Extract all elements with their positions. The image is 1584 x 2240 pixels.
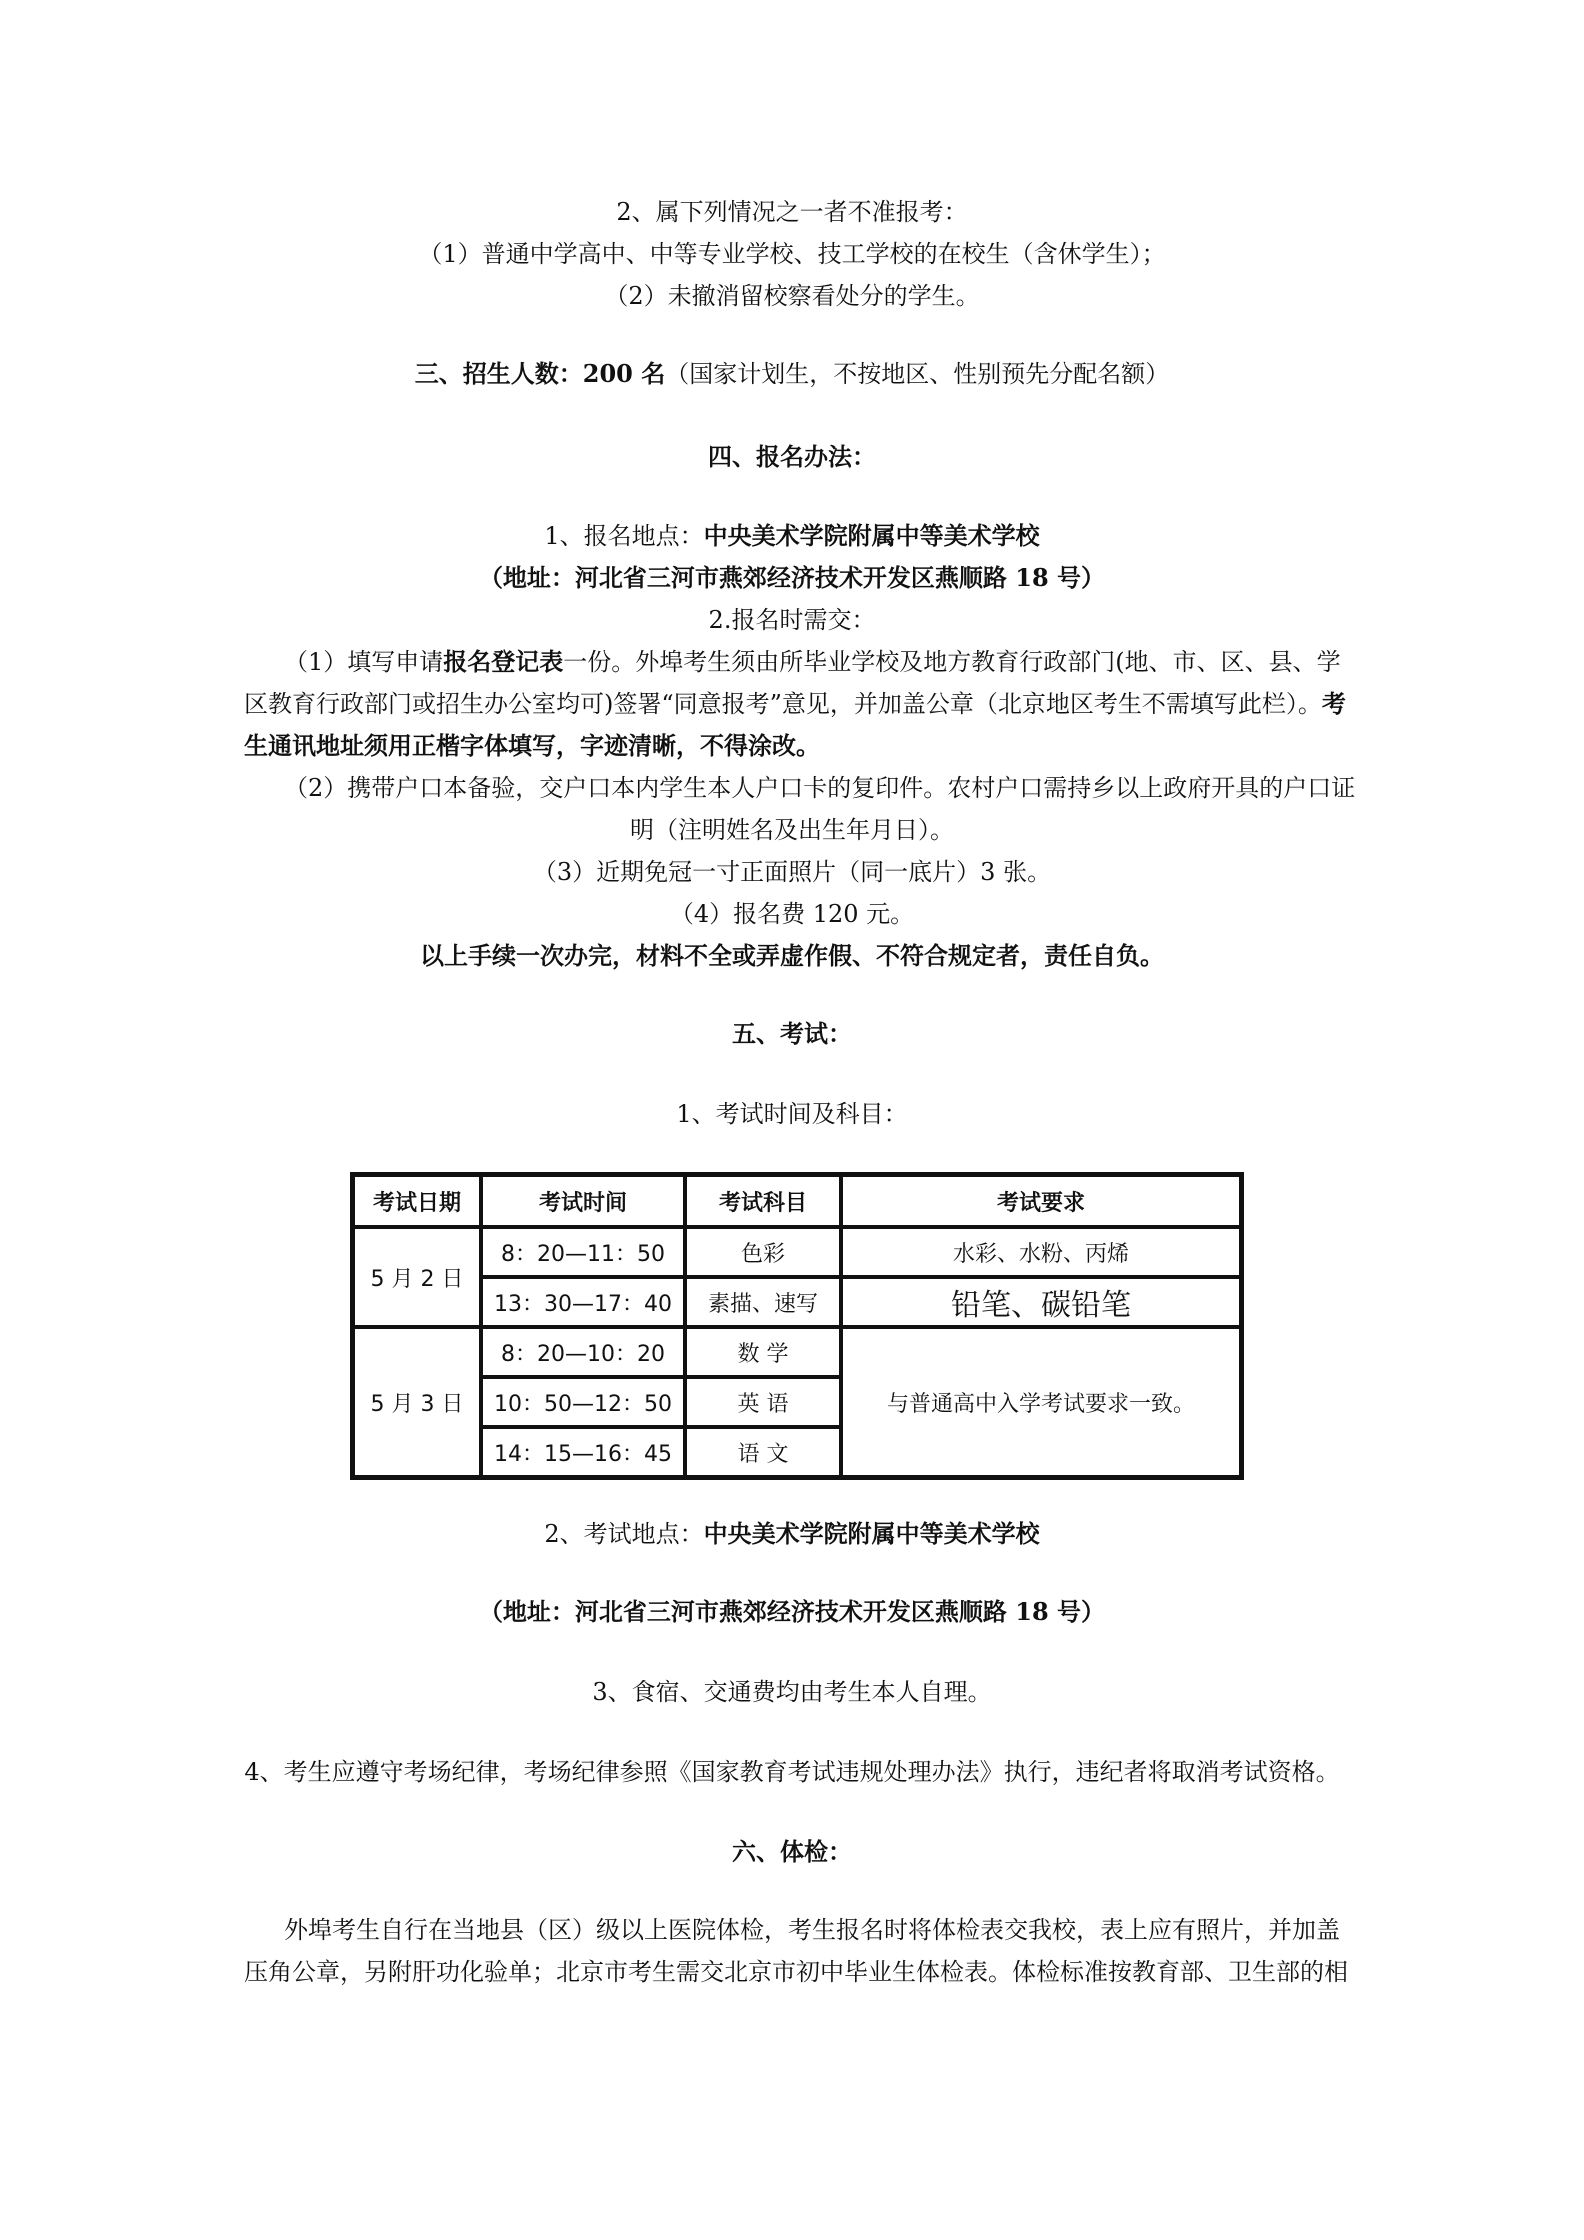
exam-date-cell: 5 月 3 日 — [353, 1327, 481, 1477]
exam-requirement-cell: 水彩、水粉、丙烯 — [841, 1227, 1241, 1277]
section-heading: 五、考试： — [732, 1019, 852, 1048]
table-header-cell: 考试要求 — [841, 1175, 1241, 1227]
text-line: 4、考生应遵守考场纪律，考场纪律参照《国家教育考试违规处理办法》执行，违纪者将取消考试资格。 — [244, 1758, 1340, 1786]
text-part-bold: 报名登记表 — [443, 647, 564, 676]
address-line: （地址：河北省三河市燕郊经济技术开发区燕顺路 18 号） — [478, 1597, 1106, 1626]
text-line — [284, 646, 1384, 678]
table-row — [353, 1227, 1241, 1277]
exam-time-cell: 13：30—17：40 — [481, 1277, 685, 1327]
exam-time-cell: 10：50—12：50 — [481, 1377, 685, 1427]
text-line: 以上手续一次办完，材料不全或弄虚作假、不符合规定者，责任自负。 — [420, 941, 1164, 970]
table-header-cell: 考试科目 — [685, 1175, 841, 1227]
exam-subject-cell: 素描、速写 — [685, 1277, 841, 1327]
text-line — [244, 688, 1384, 720]
section-heading-bold: 三、招生人数：200 名 — [414, 359, 666, 388]
exam-subject-cell: 色彩 — [685, 1227, 841, 1277]
text-part: （1）填写申请 — [284, 648, 444, 676]
exam-time-cell: 8：20—11：50 — [481, 1227, 685, 1277]
exam-requirement-cell: 铅笔、碳铅笔 — [841, 1277, 1241, 1327]
text-line: 3、食宿、交通费均由考生本人自理。 — [592, 1678, 992, 1706]
section-heading — [0, 358, 1584, 390]
text-part: 一份。外埠考生须由所毕业学校及地方教育行政部门(地、市、区、县、学 — [563, 648, 1341, 676]
school-name: 中央美术学院附属中等美术学校 — [703, 521, 1040, 550]
text-line: （3）近期免冠一寸正面照片（同一底片）3 张。 — [532, 858, 1052, 886]
table-header-row — [353, 1175, 1241, 1227]
exam-requirement-cell: 与普通高中入学考试要求一致。 — [841, 1327, 1241, 1477]
school-name: 中央美术学院附属中等美术学校 — [703, 1519, 1040, 1548]
text-line: 生通讯地址须用正楷字体填写，字迹清晰，不得涂改。 — [244, 731, 820, 760]
section-heading-note: （国家计划生，不按地区、性别预先分配名额） — [665, 360, 1170, 388]
table-header-cell: 考试日期 — [353, 1175, 481, 1227]
exam-date-cell: 5 月 2 日 — [353, 1227, 481, 1327]
exam-subject-cell: 英 语 — [685, 1377, 841, 1427]
exam-subject-cell: 语 文 — [685, 1427, 841, 1477]
label: 2、考试地点： — [544, 1520, 704, 1548]
text-line: 2、属下列情况之一者不准报考： — [616, 198, 968, 226]
exam-subject-cell: 数 学 — [685, 1327, 841, 1377]
table-row — [353, 1327, 1241, 1377]
table-row — [353, 1277, 1241, 1327]
address-line: （地址：河北省三河市燕郊经济技术开发区燕顺路 18 号） — [478, 563, 1106, 592]
text-line: （4）报名费 120 元。 — [669, 900, 915, 928]
text-line: 明（注明姓名及出生年月日）。 — [630, 816, 954, 844]
text-line: （2）未撤消留校察看处分的学生。 — [604, 282, 980, 310]
text-line: 1、考试时间及科目： — [676, 1100, 908, 1128]
table-header-cell: 考试时间 — [481, 1175, 685, 1227]
exam-time-cell: 14：15—16：45 — [481, 1427, 685, 1477]
exam-schedule-table — [350, 1172, 1244, 1480]
section-heading: 四、报名办法： — [708, 442, 876, 471]
text-line: （2）携带户口本备验，交户口本内学生本人户口卡的复印件。农村户口需持乡以上政府开具的户口证 — [284, 774, 1356, 802]
text-line: 2.报名时需交： — [708, 606, 876, 634]
text-part: 区教育行政部门或招生办公室均可)签署“同意报考”意见，并加盖公章（北京地区考生不需填写此栏）。 — [244, 690, 1322, 718]
section-heading: 六、体检： — [732, 1837, 852, 1866]
text-line: 外埠考生自行在当地县（区）级以上医院体检，考生报名时将体检表交我校，表上应有照片，并加盖 — [284, 1916, 1340, 1944]
text-line: （1）普通中学高中、中等专业学校、技工学校的在校生（含休学生）； — [418, 240, 1166, 268]
exam-time-cell: 8：20—10：20 — [481, 1327, 685, 1377]
text-part-bold: 考 — [1321, 689, 1346, 718]
label: 1、报名地点： — [544, 522, 704, 550]
text-line: 压角公章，另附肝功化验单；北京市考生需交北京市初中毕业生体检表。体检标准按教育部、卫生部的相 — [244, 1958, 1348, 1986]
text-line — [0, 1518, 1584, 1550]
text-line — [0, 520, 1584, 552]
